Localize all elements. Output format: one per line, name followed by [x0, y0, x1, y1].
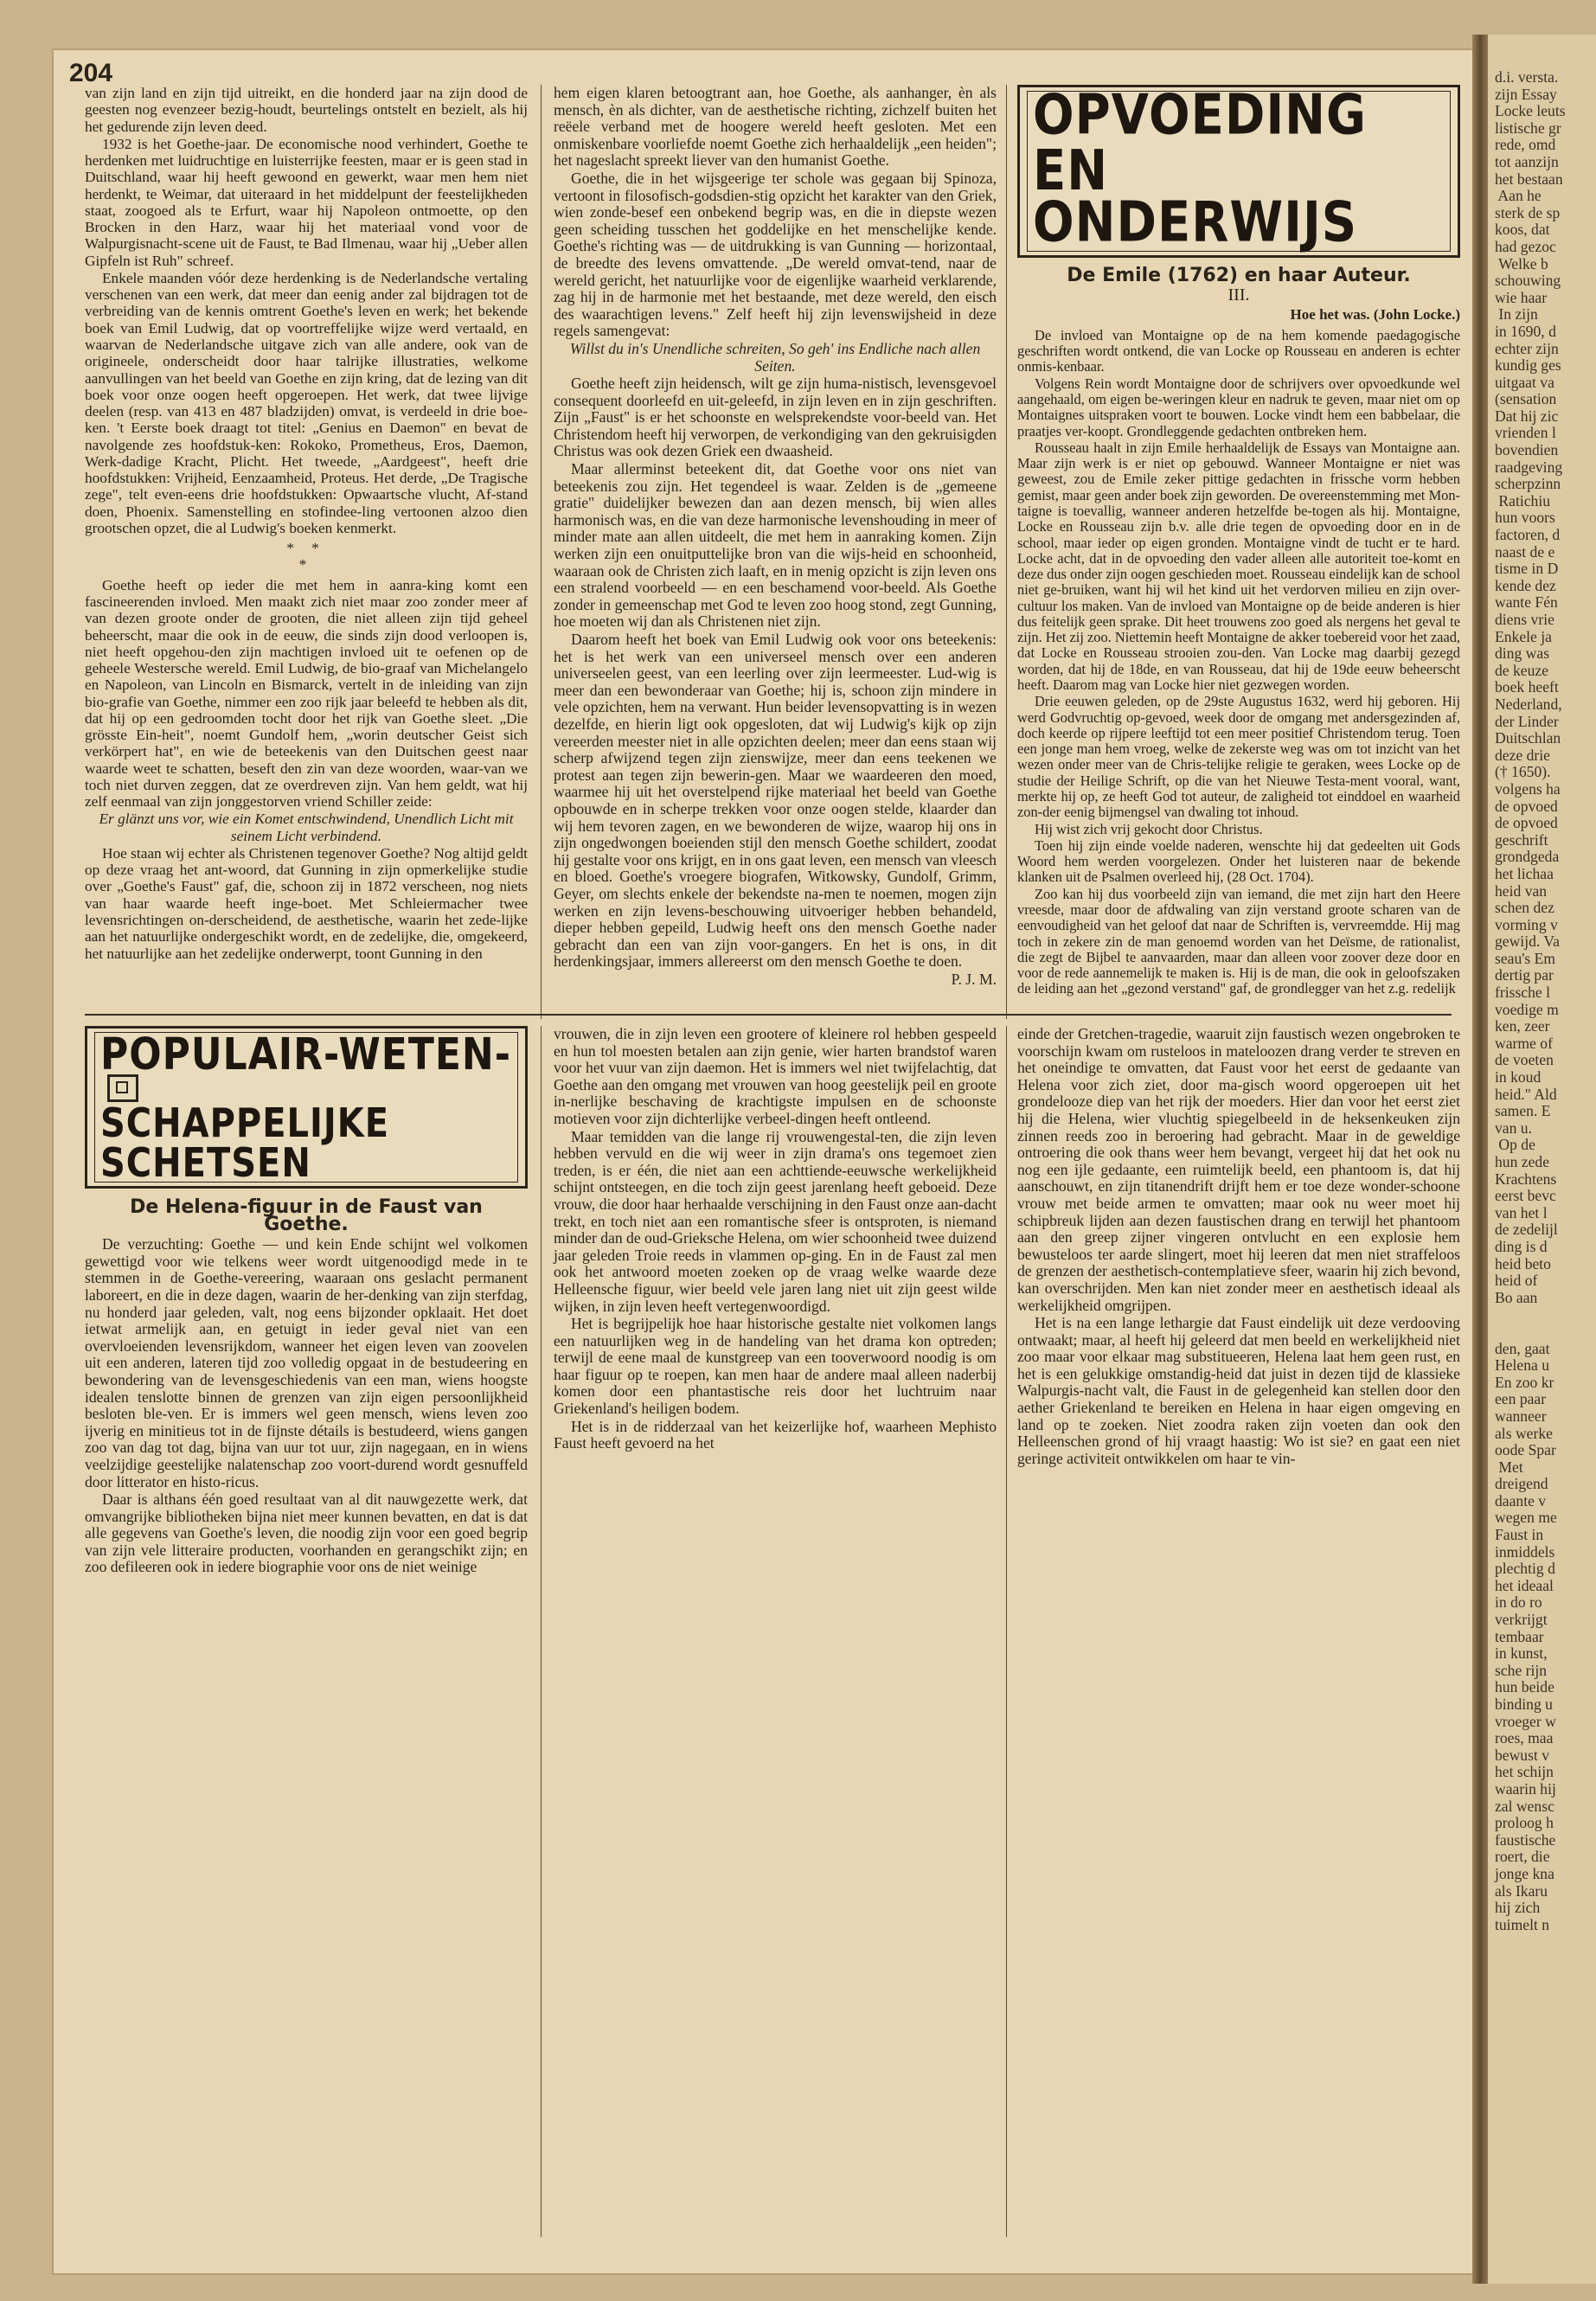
masthead-line-1: OPVOEDING EN [1033, 82, 1368, 203]
section-separator: * * * [286, 540, 326, 574]
paragraph: Het is na een lange lethargie dat Faust eindelijk uit deze verdooving ontwaakt; maar, al heeft hij geleerd dat men beeld en werkelijkheid niet zoo maar voor elkaar mag substitueeren, Helena laat hem geen rust, en het is een gelukkige omstandig-heid dat juist in dezen tijd de klassieke Walpurgis-nacht valt, die Faust in de gelegenheid kan stellen door den aether Griekenland te bereiken en Helena in haar eigen omgeving en land op te zoeken. Niet zoodra raken zijn voeten dan ook den Helleenschen grond of hij vraagt haastig: Wo ist sie? en gaat een niet geringe activiteit ontwikkelen om haar te vin- [1017, 1314, 1460, 1467]
paragraph: van zijn land en zijn tijd uitreikt, en die honderd jaar na zijn dood de geesten nog evenzeer bezig-houdt, beurtelings ontstelt en bezielt, als hij het gedurende zijn leven deed. [85, 85, 528, 135]
masthead-line-2: SCHAPPELIJKE SCHETSEN [100, 1100, 390, 1187]
paragraph: Goethe heeft op ieder die met hem in aanra-king komt een fascineerenden invloed. Men maakt zich niet maar zoo zonder meer af van dezen groote onder de grooten, die niet alleen zijn tijd geheel beheerscht, maar die ook in de eeuw, die sinds zijn dood verloopen is, niet heeft opgehou-den zijn machtigen invloed uit te oefenen op de geheele Westersche wereld. Emil Ludwig, de bio-graaf van Michelangelo en Napoleon, van Lincoln en Bismarck, vertelt in de inleiding van zijn bio-grafie van Goethe, nimmer een zoo rijk jaar beleefd te hebben als dit, dat hij op een gedroomden tocht door het rijk van Goethe sleet. „Die grösste Ein-heit", noemt Gundolf hem, „worin deutscher Geist sich verkörpert hat", en wie de beteekenis van den Duitschen geest naar waarde weet te schatten, beseft den zin van deze woorden, waar-van we toch niet durven zeggen, dat ze overdreven zijn. Van hem geldt, wat hij zelf eenmaal van zijn jonggestorven vriend Schiller zeide: [85, 576, 528, 811]
paragraph: Volgens Rein wordt Montaigne door de schrijvers over opvoedkunde wel aangehaald, om eigen be-weringen kleur en nadruk te geven, maar niet om op Montaignes uitspraken voort te bouwen. Locke vindt hem een babbelaar, die praatjes ver-koopt. Grondleggende gedachten ontbreken hem. [1017, 375, 1460, 439]
column-1-top [85, 85, 528, 963]
column-2-top [554, 85, 997, 989]
article-title: De Helena-figuur in de Faust van Goethe. [130, 1196, 483, 1235]
paragraph: 1932 is het Goethe-jaar. De economische nood verhindert, Goethe te herdenken met luidruchtige en luisterrijke feesten, maar er is geen stad in Duitschland, waar hij heeft gewoond en gewerkt, waar men hem niet herdenkt, te Weimar, dat uiteraard in het middelpunt der feestelijkheden staat, zoogoed als te Erfurt, waar hij Napoleon ontmoette, op den Brocken in den Harz, waar hij het materiaal vond voor de Walpurgisnacht-scene uit de Faust, te Bad Ilmenau, waar hij „Ueber allen Gipfeln ist Ruh" schreef. [85, 135, 528, 269]
paragraph: Daar is althans één goed resultaat van al dit nauwgezette werk, dat omvangrijke bibliotheken bijna niet meer kunnen bevatten, en dat is dat alle gegevens van Goethe's leven, die noodig zijn voor een goed begrip van zijn vele litteraire producten, voorhanden en gerangschikt zijn; en zoo defileeren ook in iedere biographie voor ons de niet weinige [85, 1490, 528, 1576]
column-2-bottom [554, 1026, 997, 1453]
article-title: De Emile (1762) en haar Auteur. [1067, 265, 1411, 286]
paragraph: Het is begrijpelijk hoe haar historische gestalte niet volkomen langs een natuurlijken weg in de handeling van het drama kon optreden; terwijl de eene maal de kunstgreep van een tooverwoord noodig is om haar figuur op te roepen, kan men haar de andere maal alleen naderbij komen door een phantastische reis door het luchtruim naar Griekenland's heiligen bodem. [554, 1315, 997, 1418]
column-rule [1006, 85, 1007, 1019]
paragraph: Rousseau haalt in zijn Emile herhaaldelijk de Essays van Montaigne aan. Maar zijn werk is er niet op gebouwd. Wanneer Montaigne er niet was geweest, zou de Emile zeker pittige gedachten in frissche vorm hebben gemist, maar geen ander boek zijn geworden. De overeenstemming met Mon-taigne is toevallig, wanneer anderen hetzelfde be-togen als hij. Montaigne, Locke en Rousseau zijn b.v. alle drie tegen de opvoeding door en in de school, maar ieder op eigen gronden. Montaigne vindt de tucht er te hard. Locke acht, dat in de opvoeding den vader alleen alle autoriteit toe-komt en deze dus onder zijn oogen geschieden moet. Rousseau eindelijk kan de school niet ge-bruiken, want hij wil het kind uit het verdorven milieu en zijn over-cultuur los maken. Van de invloed van Montaigne op de beide anderen is hier dus feitelijk geen sprake. Dit heet trouwens zoo goed als nergens het geval te zijn. Het zij zoo. Niettemin heeft Montaigne de akker toebereid voor het zaad, dat Locke en Rousseau strooien zou-den. Van Locke mag daarbij gezegd worden, dat hij de 18de, en van Rousseau, dat hij de 19de eeuw beheerscht heeft. Daarom mag van Locke hier niet gezwegen worden. [1017, 439, 1461, 694]
quote-verse: Er glänzt uns vor, wie ein Komet entschwindend, Unendlich Licht mit seinem Licht verbindend. [99, 811, 514, 844]
paragraph: hem eigen klaren betoogtrant aan, hoe Goethe, als aanhanger, èn als mensch, èn als dichter, van de aesthetische richting, zichzelf buiten het reëele verband met de hoogere wereld heeft gesloten. Met een onmiskenbare voorliefde noemt Goethe zich herhaaldelijk „een heiden"; het nageslacht spreekt liever van den humanist Goethe. [554, 84, 997, 170]
right-page-text: d.i. versta. zijn Essay Locke leuts listische gr rede, omd tot aanzijn het bestaan Aan he sterk de sp koos, dat had gezoc Welke b schouwing wie haar In zijn in 1690, d echter zijn kundig ges uitgaat va (sensation Dat hij zic vrienden l bovendien raadgeving scherpzinn Ratichiu hun voors factoren, d naast de e tisme in D kende dez wante Fén diens vrie Enkele ja ding was de keuze boek heeft Nederland, der Linder Duitschlan deze drie († 1650). volgens ha de opvoed de opvoed geschrift grondgeda het lichaa heid van schen dez vorming v gewijd. Va seau's Em dertig par frissche l voedige m ken, zeer warme of de voeten in koud heid." Ald samen. E van u. Op de hun zede Krachtens eerst bevc van het l de zedelijl ding is d heid beto heid of Bo aan den, gaat Helena u En zoo kr een paar wanneer als werke oode Spar Met dreigend daante v wegen me Faust in inmiddels plechtig d het ideaal in do ro verkrijgt tembaar in kunst, sche rijn hun beide binding u vroeger w roes, maa bewust v het schijn waarin hij zal wensc proloog h faustische roert, die jonge kna als Ikaru hij zich tuimelt n [1495, 68, 1566, 1933]
article-part-number: III. [1227, 285, 1250, 305]
paragraph: Maar allerminst beteekent dit, dat Goethe voor ons niet van beteekenis zou zijn. Het tegendeel is waar. Zelden is de „gemeene gratie" duidelijker bewezen dan aan dezen mensch, bij wien alles harmonisch was, en die van deze harmonische levenshouding in meer of minder mate aan allen uitdeelt, die met hem in aanraking komen. Zijn werken zijn een onuitputtelijke bron van die wijs-heid en schoonheid, waaraan ook de Christen zich laaft, en in menig opzicht is zijn leven ons een stralend voorbeeld — en een beschamend voor-beeld. Als Goethe zonder in gemeenschap met God te leven zoo hoog stond, zegt Gunning, hoe moeten wij dan als Christenen niet zijn. [554, 460, 997, 631]
paragraph: Het is in de ridderzaal van het keizerlijke hof, waarheen Mephisto Faust heeft gevoerd na het [554, 1417, 997, 1452]
column-1-bottom [85, 1026, 528, 1577]
paragraph: Maar temidden van die lange rij vrouwengestal-ten, die zijn leven hebben vervuld en die wij weer in zijn drama's ons tegemoet zien treden, is er één, die niet aan een achttiende-eeuwsche werkelijkheid schijnt ontsteegen, en die toch zijn geest jarenlang heeft geboeid. Deze vrouw, die door haar herhaalde verschijning in den Faust onze aan-dacht trekt, en toch niet aan een romantische sfeer is ontsproten, is niemand minder dan de oud-Grieksche Helena, om wier schoonheid twee duizend jaar geleden Troie reeds in vlammen op-ging. En in de Faust zal men ook het antwoord moeten zoeken op de vraag welke waarde deze Helleensche figuur, wier beeld vele jaren lang niet uit zijn geest wilde wijken, in zijn leven heeft vertegenwoordigd. [554, 1127, 997, 1315]
book-icon [107, 1074, 138, 1102]
paragraph: Goethe heeft zijn heidensch, wilt ge zijn huma-nistisch, levensgevoel consequent doorleefd en uit-geleefd, in zijn leven en in zijn geschriften. Zijn „Faust" is er het schoonste en welsprekendste voor-beeld van. Het Christendom heeft hij verworpen, de verkondiging van den gekruisigden Christus was ook dezen Griek een dwaasheid. [554, 375, 997, 460]
column-rule [541, 1026, 542, 2237]
paragraph: Enkele maanden vóór deze herdenking is de Nederlandsche vertaling verschenen van een werk, dat meer dan eenig ander zal bijdragen tot de verbreiding van de kennis omtrent Goethe's leven en werk; het bekende boek van Emil Ludwig, dat op voortreffelijke wijze werd vertaald, en waarvan de Nederlandsche uitgave zich van alle andere, ook van de origineele, onderscheidt door haar talrijke illustraties, welkome aanvullingen van het beeld van Goethe en zijn kring, dat de lezing van dit boek voor onze oogen heeft opgeroepen. Het werk, dat twee lijvige deelen (resp. van 413 en 487 bladzijden) omvat, is verdeeld in drie boe-ken. 't Eerste boek draagt tot titel: „Genius en Daemon" en bevat de navolgende zes hoofdstuk-ken: Rokoko, Prometheus, Eros, Daemon, Werk-dadige Kracht, Plicht. Het tweede, „Aardgeest", heeft drie hoofdstukken: Vrijheid, Eenzaamheid, Proteus. Het derde, „De Tragische zege", telt even-eens drie hoofdstukken: Opwaartsche vlucht, Af-stand doen, Phoenix. Samenstelling en stofindee-ling vertoonen alzoo dien grootschen opzet, die al Ludwig's boeken kenmerkt. [85, 269, 528, 536]
column-rule [1006, 1026, 1007, 2237]
paragraph: einde der Gretchen-tragedie, waaruit zijn faustisch wezen ongebroken te voorschijn kwam om rusteloos in mateloozen drang verder te streven en het oneindige te omvatten, dat Faust voor het eerst de gedaante van Helena voor zich ziet, door ma-gisch woord opgeroepen uit het grondelooze diep van het rijk der moeders. Hier dan voor het eerst ziet hij die Helena, wier vluchtig spiegelbeeld in de heksenkeuken zijn zinnen reeds zoo in beroering had gebracht. Maar in de geweldige ontroering die ook thans weer hem bevangt, vergeet hij dat het ook nu nog een ijle gedaante, een ruimtelijk beeld, een phantoom is, dat hij aanschouwt, en zijn titanendrift drijft hem er toe deze wonder-schoone vrouw met beide armen te omvatten; maar ook nu weer moet hij schipbreuk lijden aan dezen faustischen drang en terwijl het phantoom aan den greep zijner vingeren ontvlucht en een explosie hem bewusteloos ter aarde slingert, moet hij leeren dat men niet straffeloos de grenzen der aesthetisch-contemplatieve sfeer, waarin hij zich bevond, kan overschrijden. Men kan niet zonder meer en aesthetisch ideaal als werkelijkheid omgrijpen. [1017, 1025, 1460, 1314]
article-subtitle: Hoe het was. (John Locke.) [1290, 305, 1460, 323]
column-3-top [1017, 82, 1461, 998]
masthead-line-2: ONDERWIJS [1033, 190, 1358, 255]
quote-verse: Willst du in's Unendliche schreiten, So geh' ins Endliche nach allen Seiten. [569, 339, 981, 375]
paragraph: Drie eeuwen geleden, op de 29ste Augustus 1632, werd hij geboren. Hij werd Godvruchtig op-gevoed, week door de omgang met andersgezinden af, doch keerde op rijpere leeftijd tot een meer positief Christendom terug. Toen een jonge man hem vroeg, welke de zekerste weg was om tot inzicht van het wezen onder meer van de Chris-telijke religie te geraken, wees Locke op de studie der Heilige Schrift, op die van het Nieuwe Testa-ment vooral, want, merkte hij op, ze heeft God tot auteur, de zaligheid tot einddoel en waarheid zon-der eenig bijmengsel van dwaling tot inhoud. [1017, 693, 1460, 821]
paragraph: Hoe staan wij echter als Christenen tegenover Goethe? Nog altijd geldt op deze vraag het ant-woord, dat Gunning in zijn opmerkelijke studie over „Goethe's Faust" gaf, die, schoon zij in 1872 verscheen, nog niets van haar waarde heeft inge-boet. Met Schleiermacher twee levensrichtingen on-derscheidend, de aesthetische, waarin het zede-lijke aan het natuurlijke ondergeschikt wordt, en de zedelijke, die, omgekeerd, het natuurlijke aan het zedelijke onderwerpt, toont Gunning in den [85, 844, 528, 962]
page-number: 204 [69, 59, 113, 87]
masthead-line-1: POPULAIR-WETEN- [100, 1029, 512, 1080]
paragraph: De verzuchting: Goethe — und kein Ende schijnt wel volkomen gewettigd voor wie telkens weer wordt uitgenoodigd mede in te stemmen in de Goethe-vereering, waaraan ons geslacht permanent laboreert, en die in deze dagen, waarin de her-denking van zijn sterfdag, nu honderd jaar geleden, valt, nog eens bijzonder opklaait. Het doet ietwat armelijk aan, en getuigt in ieder geval niet van een overvloeienden levensrijkdom, wanneer het eigen leven van zoovelen uit een anderen, lateren tijd zoo volledig opgaat in de bestudeering en bewondering van de levensgeschiedenis van een man, wiens hoogste idealen tenslotte binnen de grenzen van zijn eigen persoonlijkheid besloten ble-ven. Er is immers wel geen mensch, wiens leven zoo ijverig en minitieus tot in de fijnste détails is bestudeerd, wiens gangen zoo van dag tot dag, bijna van uur tot uur, zijn nagegaan, en in wiens veelzijdige geestelijke nalatenschap zoo voort-durend wordt gesnuffeld door litterator en histo-ricus. [85, 1235, 528, 1490]
section-divider [85, 1014, 1452, 1016]
column-rule [541, 85, 542, 1019]
paragraph: vrouwen, die in zijn leven een grootere of kleinere rol hebben gespeeld en hun tol moesten betalen aan zijn genie, wier harten brandstof waren voor het vuur van zijn daemon. Het is immers wel niet twijfelachtig, dat Goethe aan den omgang met vrouwen van hoog geestelijk peil en groote in-nerlijke beschaving de krachtigste impulsen en de schoonste motieven voor zijn dichterlijke verbeel-dingen heeft ontleend. [554, 1025, 997, 1127]
paragraph: Daarom heeft het boek van Emil Ludwig ook voor ons beteekenis: het is het werk van een universeel mensch over een anderen universeelen geest, van een leerling over zijn leermeester. Lud-wig is meer dan een bewonderaar van Goethe; hij is, schoon zijn mindere in vele opzichten, hem na verwant. Hun beider levensopvatting is in wezen dezelfde, en hierin ligt ook opgesloten, dat wij Ludwig's kijk op zijn vereerden meester niet in alle opzichten deelen; meer dan eens staan wij scherp afwijzend tegen zijn zienswijze, meer dan eens teekenen we protest aan tegen zijn bewerin-gen. Maar we waardeeren den moed, waarmee hij uit het overstelpend rijke materiaal het beeld van Goethe opbouwde en in scherpe trekken voor onze oogen stelde, klaarder dan wij hem tevoren zagen, en we bewonderen de wijze, waarop hij ons in zijn ongedwongen boeienden stijl den mensch Goethe schildert, zoodat hij gestalte voor ons krijgt, en in ons gaat leven, een mensch van vleesch en bloed. Goethe's vroegere biografen, Witkowsky, Gundolf, Grimm, Geyer, om slechts enkele der bekendste na-men te noemen, mogen zijn werken en zijn levens-beschouwing uitvoeriger hebben behandeld, dieper hebben gepeild, Ludwig heeft ons den mensch Goethe nader gebracht dan een van zijn voor-gangers. En het is ons, in dit herdenkingsjaar, immers allereerst om den mensch Goethe te doen. [554, 631, 997, 971]
paragraph: De invloed van Montaigne op de na hem komende paedagogische geschriften wordt ontkend, die van Locke op Rousseau en anderen is echter onmis-kenbaar. [1017, 326, 1460, 375]
paragraph: Toen hij zijn einde voelde naderen, wenschte hij dat gedeelten uit Gods Woord hem werden voorgelezen. Onder het luisteren naar de bekende klanken uit de Psalmen overleed hij, (28 Oct. 1704). [1017, 836, 1460, 886]
book-gutter [1472, 35, 1488, 2284]
author-signature: P. J. M. [951, 970, 997, 988]
column-3-bottom [1017, 1026, 1460, 1468]
right-page-edge [1488, 35, 1596, 2284]
paragraph: Goethe, die in het wijsgeerige ter schole was gegaan bij Spinoza, vertoont in filosofisch-godsdien-stig opzicht het karakter van den Griek, wien zonde-besef een onbekend begrip was, en die in diepste wezen geen scheiding tusschen het goddelijke en het menschelijke kende. Goethe's richting was — de uitdrukking is van Gunning — horizontaal, de breedte des levens omvattende. „De wereld omvat-tend, naar de wereld gericht, het natuurlijke voor de eigenlijke waarheid verklarende, zag hij in de harmonie met het bestaande, met deze wereld, den eisch des waarachtigen levens." Zelf heeft hij zijn levenswijsheid in deze regels samengevat: [554, 169, 997, 340]
paragraph: Zoo kan hij dus voorbeeld zijn van iemand, die met zijn hart den Heere vreesde, maar door de afdwaling van zijn verstand groote scharen van de eenvoudigheid van het geloof dat naar de Schriften is, vervreemdde. Hij mag toch in zekere zin de man genoemd worden van het Deïsme, de rationalist, die zegt de Bijbel te aanvaarden, maar dan alleen voor zoover deze door en voor de rede aannemelijk te maken is. Hij is de man, die ook in geloofszaken de leiding aan het „gezond verstand" gaf, de grondlegger van het z.g. redelijk [1017, 885, 1460, 997]
populair-wetenschappelijke-masthead [85, 1026, 528, 1189]
paragraph: Hij wist zich vrij gekocht door Christus. [1035, 820, 1263, 837]
opvoeding-onderwijs-masthead [1017, 82, 1460, 258]
